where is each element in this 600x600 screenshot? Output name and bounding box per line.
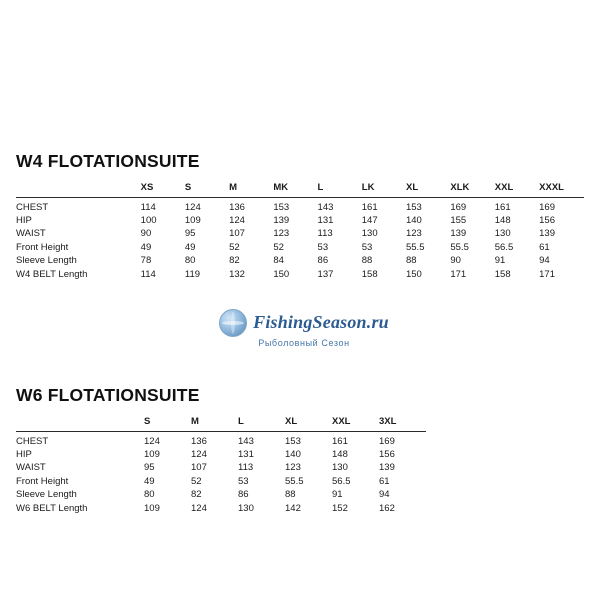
size-chart-block-w6 xyxy=(16,386,584,515)
cell-value: 153 xyxy=(273,201,290,213)
column-header-xl: XL xyxy=(285,416,298,428)
cell-value: 82 xyxy=(229,255,240,267)
cell-value: 131 xyxy=(238,449,254,461)
watermark xyxy=(196,308,412,348)
cell-value: 88 xyxy=(405,255,417,267)
cell-value: 130 xyxy=(361,228,378,240)
cell-value: 124 xyxy=(184,201,201,213)
column-header-s: S xyxy=(184,182,192,194)
column-header-measure xyxy=(16,181,141,197)
cell-value: 95 xyxy=(144,462,155,474)
cell-value: 107 xyxy=(229,228,245,240)
cell-value: 90 xyxy=(140,228,152,240)
cell-value: 156 xyxy=(539,215,555,227)
cell-value: 140 xyxy=(285,449,301,461)
cell-value: 80 xyxy=(184,255,196,267)
cell-value: 49 xyxy=(140,241,152,253)
cell-value: 52 xyxy=(273,241,284,253)
cell-value: 143 xyxy=(317,201,334,213)
column-header-xxl: XXL xyxy=(332,416,351,428)
globe-icon xyxy=(219,309,247,337)
cell-value: 161 xyxy=(361,201,378,213)
cell-value: 140 xyxy=(405,215,422,227)
cell-value: 86 xyxy=(238,489,249,501)
row-label: CHEST xyxy=(16,435,49,447)
cell-value: 148 xyxy=(494,215,511,227)
cell-value: 109 xyxy=(144,449,160,461)
cell-value: 143 xyxy=(238,435,254,447)
cell-value: 61 xyxy=(539,241,550,253)
column-header-mk: MK xyxy=(273,182,289,194)
cell-value: 137 xyxy=(317,268,334,280)
cell-value: 55.5 xyxy=(405,241,425,253)
cell-value: 90 xyxy=(450,255,461,267)
cell-value: 114 xyxy=(140,268,156,280)
table-header-row xyxy=(16,181,584,197)
table-row xyxy=(16,241,584,254)
cell-value: 113 xyxy=(317,228,333,240)
cell-value: 139 xyxy=(539,228,555,240)
table-row xyxy=(16,488,426,501)
table-row xyxy=(16,475,426,488)
watermark-brand-second: Season xyxy=(312,312,367,332)
cell-value: 171 xyxy=(450,268,467,280)
column-header-measure xyxy=(16,415,144,431)
cell-value: 78 xyxy=(140,255,152,267)
cell-value: 124 xyxy=(229,215,245,227)
column-header-xs: XS xyxy=(140,182,154,194)
cell-value: 124 xyxy=(191,502,207,514)
column-header-l: L xyxy=(238,416,244,428)
cell-value: 95 xyxy=(184,228,196,240)
cell-value: 130 xyxy=(332,462,348,474)
cell-value: 169 xyxy=(539,201,555,213)
row-label: Sleeve Length xyxy=(16,489,77,501)
row-label: HIP xyxy=(16,449,32,461)
row-label: W6 BELT Length xyxy=(16,502,88,514)
cell-value: 142 xyxy=(285,502,301,514)
cell-value: 52 xyxy=(191,475,202,487)
cell-value: 139 xyxy=(379,462,395,474)
cell-value: 53 xyxy=(238,475,249,487)
table-header-row xyxy=(16,415,426,431)
row-label: CHEST xyxy=(16,201,49,213)
cell-value: 132 xyxy=(229,268,245,280)
row-label: Front Height xyxy=(16,475,69,487)
cell-value: 148 xyxy=(332,449,348,461)
table-row xyxy=(16,254,584,267)
table-header xyxy=(16,415,426,431)
cell-value: 130 xyxy=(238,502,254,514)
table-body xyxy=(16,197,584,281)
cell-value: 150 xyxy=(273,268,290,280)
cell-value: 55.5 xyxy=(285,475,304,487)
cell-value: 162 xyxy=(379,502,395,514)
row-label: Front Height xyxy=(16,241,69,253)
table-body xyxy=(16,431,426,515)
cell-value: 114 xyxy=(140,201,156,213)
column-header-xxl: XXL xyxy=(494,182,514,194)
cell-value: 171 xyxy=(539,268,555,280)
column-header-xlk: XLK xyxy=(450,182,470,194)
cell-value: 82 xyxy=(191,489,202,501)
column-header-l: L xyxy=(317,182,324,194)
section-title: W6 FLOTATIONSUITE xyxy=(16,385,200,405)
cell-value: 94 xyxy=(379,489,390,501)
cell-value: 80 xyxy=(144,489,155,501)
size-table-w6 xyxy=(16,415,426,515)
cell-value: 113 xyxy=(238,462,254,474)
cell-value: 107 xyxy=(191,462,207,474)
watermark-subtitle: Рыболовный Сезон xyxy=(258,337,350,348)
cell-value: 169 xyxy=(450,201,467,213)
size-table-w4 xyxy=(16,181,584,281)
cell-value: 91 xyxy=(494,255,506,267)
cell-value: 100 xyxy=(140,215,157,227)
column-header-s: S xyxy=(144,416,151,428)
cell-value: 119 xyxy=(184,268,201,280)
cell-value: 139 xyxy=(450,228,467,240)
cell-value: 53 xyxy=(361,241,373,253)
column-header-xxxl: XXXL xyxy=(539,182,564,194)
cell-value: 161 xyxy=(494,201,511,213)
row-label: WAIST xyxy=(16,462,46,474)
cell-value: 153 xyxy=(285,435,301,447)
column-header-m: M xyxy=(191,416,199,428)
cell-value: 124 xyxy=(191,449,207,461)
table-row xyxy=(16,197,584,214)
cell-value: 124 xyxy=(144,435,160,447)
cell-value: 49 xyxy=(144,475,155,487)
table-row xyxy=(16,502,426,515)
cell-value: 136 xyxy=(191,435,207,447)
cell-value: 136 xyxy=(229,201,245,213)
column-header-3xl: 3XL xyxy=(379,416,397,428)
cell-value: 150 xyxy=(405,268,422,280)
column-header-lk: LK xyxy=(361,182,375,194)
table-row xyxy=(16,214,584,227)
column-header-m: M xyxy=(229,182,238,194)
cell-value: 55.5 xyxy=(450,241,469,253)
cell-value: 53 xyxy=(317,241,329,253)
cell-value: 130 xyxy=(494,228,511,240)
cell-value: 86 xyxy=(317,255,329,267)
cell-value: 56.5 xyxy=(494,241,514,253)
cell-value: 88 xyxy=(285,489,296,501)
cell-value: 153 xyxy=(405,201,422,213)
table-row xyxy=(16,461,426,474)
cell-value: 88 xyxy=(361,255,373,267)
cell-value: 49 xyxy=(184,241,196,253)
column-header-xl: XL xyxy=(405,182,419,194)
cell-value: 123 xyxy=(273,228,290,240)
cell-value: 147 xyxy=(361,215,378,227)
cell-value: 156 xyxy=(379,449,395,461)
cell-value: 155 xyxy=(450,215,467,227)
cell-value: 123 xyxy=(405,228,422,240)
cell-value: 161 xyxy=(332,435,348,447)
cell-value: 109 xyxy=(184,215,201,227)
table-row xyxy=(16,448,426,461)
cell-value: 109 xyxy=(144,502,160,514)
cell-value: 94 xyxy=(539,255,550,267)
watermark-logo-row xyxy=(219,309,389,337)
size-chart-block-w4 xyxy=(16,152,584,281)
cell-value: 91 xyxy=(332,489,343,501)
cell-value: 61 xyxy=(379,475,390,487)
row-label: Sleeve Length xyxy=(16,255,77,267)
table-row xyxy=(16,431,426,448)
table-row xyxy=(16,268,584,281)
row-label: WAIST xyxy=(16,228,46,240)
row-label: HIP xyxy=(16,215,32,227)
cell-value: 139 xyxy=(273,215,290,227)
cell-value: 152 xyxy=(332,502,348,514)
table-header xyxy=(16,181,584,197)
cell-value: 169 xyxy=(379,435,395,447)
cell-value: 56.5 xyxy=(332,475,351,487)
watermark-brand-tld: .ru xyxy=(366,312,389,332)
cell-value: 158 xyxy=(494,268,511,280)
cell-value: 158 xyxy=(361,268,378,280)
table-row xyxy=(16,227,584,240)
page-title: W4 FLOTATIONSUITE xyxy=(16,151,200,171)
row-label: W4 BELT Length xyxy=(16,268,88,280)
cell-value: 52 xyxy=(229,241,240,253)
watermark-brand xyxy=(253,312,389,333)
cell-value: 123 xyxy=(285,462,301,474)
cell-value: 84 xyxy=(273,255,284,267)
cell-value: 131 xyxy=(317,215,334,227)
watermark-brand-first: Fishing xyxy=(253,312,313,332)
